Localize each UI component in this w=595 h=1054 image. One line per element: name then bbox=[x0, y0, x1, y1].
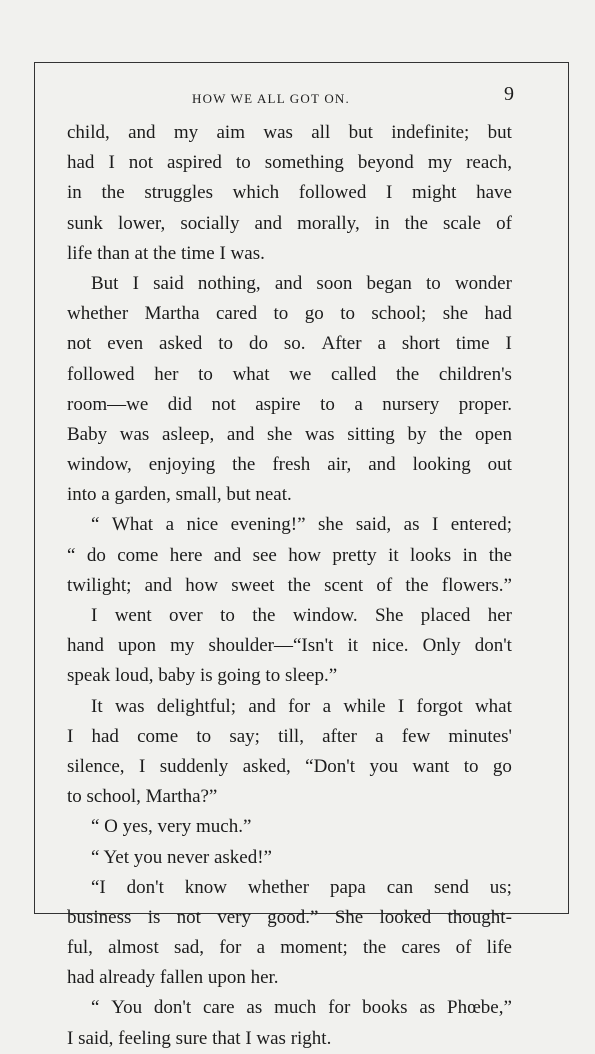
text-line: I had come to say; till, after a few minutes' bbox=[67, 725, 512, 747]
text-line: “I don't know whether papa can send us; bbox=[91, 876, 512, 898]
text-line: Baby was asleep, and she was sitting by the open bbox=[67, 423, 512, 445]
text-line: business is not very good.” She looked thought- bbox=[67, 906, 512, 928]
text-line: “ You don't care as much for books as Phœbe,” bbox=[91, 997, 512, 1019]
body-text bbox=[67, 118, 512, 1054]
text-line: in the struggles which followed I might have bbox=[67, 182, 512, 204]
text-line: “ What a nice evening!” she said, as I entered; bbox=[91, 514, 512, 536]
text-line: room—we did not aspire to a nursery proper. bbox=[67, 393, 512, 415]
text-line: into a garden, small, but neat. bbox=[67, 484, 292, 506]
text-line: speak loud, baby is going to sleep.” bbox=[67, 665, 338, 687]
text-line: not even asked to do so. After a short time I bbox=[67, 333, 512, 355]
text-line: But I said nothing, and soon began to wonder bbox=[91, 272, 512, 294]
text-line: twilight; and how sweet the scent of the flowers.” bbox=[67, 574, 512, 596]
text-line: hand upon my shoulder—“Isn't it nice. Only don't bbox=[67, 635, 512, 657]
text-line: silence, I suddenly asked, “Don't you want to go bbox=[67, 755, 512, 777]
text-line: child, and my aim was all but indefinite; but bbox=[67, 122, 512, 143]
page-number: 9 bbox=[504, 83, 514, 105]
text-line: sunk lower, socially and morally, in the scale of bbox=[67, 212, 512, 234]
running-title: HOW WE ALL GOT ON. bbox=[192, 91, 350, 106]
text-line: life than at the time I was. bbox=[67, 242, 265, 264]
text-line: had already fallen upon her. bbox=[67, 967, 279, 989]
text-line: ful, almost sad, for a moment; the cares of life bbox=[67, 937, 512, 959]
text-line: “ do come here and see how pretty it looks in the bbox=[67, 544, 512, 566]
text-line: “ O yes, very much.” bbox=[91, 816, 252, 838]
running-header bbox=[62, 83, 512, 113]
text-line: I said, feeling sure that I was right. bbox=[67, 1027, 332, 1049]
text-line: to school, Martha?” bbox=[67, 786, 218, 808]
text-line: followed her to what we called the children's bbox=[67, 363, 512, 385]
text-line: “ Yet you never asked!” bbox=[91, 846, 272, 868]
text-line: whether Martha cared to go to school; she had bbox=[67, 303, 512, 325]
text-line: It was delightful; and for a while I forgot what bbox=[91, 695, 512, 717]
text-line: I went over to the window. She placed her bbox=[91, 605, 512, 626]
text-line: window, enjoying the fresh air, and looking out bbox=[67, 454, 512, 476]
text-line: had I not aspired to something beyond my reach, bbox=[67, 152, 512, 174]
